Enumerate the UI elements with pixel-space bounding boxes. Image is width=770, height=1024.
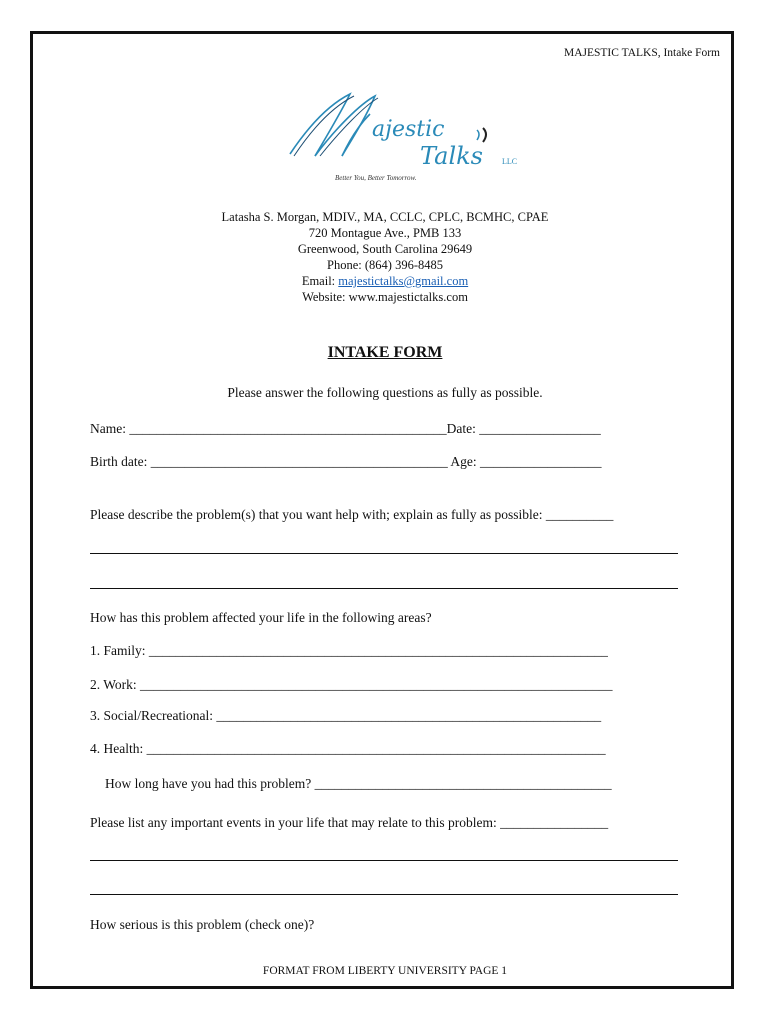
contact-name: Latasha S. Morgan, MDIV., MA, CCLC, CPLC, BCMHC, CPAE <box>221 210 549 224</box>
work-field[interactable]: 2. Work: ______________________________________________________________________ <box>90 677 613 692</box>
problem-description-line-3[interactable] <box>90 588 678 589</box>
contact-email-row <box>0 274 770 289</box>
contact-email-link[interactable]: majestictalks@gmail.com <box>338 274 469 288</box>
contact-email-label: Email: <box>301 274 339 288</box>
important-events-field[interactable]: Please list any important events in your life that may relate to this problem: ________________ <box>90 815 609 830</box>
svg-text:Talks: Talks <box>420 142 483 170</box>
health-field[interactable]: 4. Health: ____________________________________________________________________ <box>90 741 606 756</box>
birthdate-age-field[interactable]: Birth date: ____________________________________________ Age: __________________ <box>90 454 602 469</box>
social-recreational-field[interactable]: 3. Social/Recreational: _________________________________________________________ <box>90 708 602 723</box>
contact-website: Website: www.majestictalks.com <box>302 290 468 304</box>
important-events-line-3[interactable] <box>90 894 678 895</box>
seriousness-question: How serious is this problem (check one)? <box>90 917 315 932</box>
page-footer: FORMAT FROM LIBERTY UNIVERSITY PAGE 1 <box>262 965 508 977</box>
form-title: INTAKE FORM <box>327 344 443 361</box>
important-events-line-2[interactable] <box>90 860 678 861</box>
problem-description-field[interactable]: Please describe the problem(s) that you want help with; explain as fully as possible: __________ <box>90 507 614 522</box>
majestic-talks-logo <box>280 84 530 184</box>
affected-areas-question: How has this problem affected your life in the following areas? <box>90 610 432 625</box>
problem-description-line-2[interactable] <box>90 553 678 554</box>
contact-address-line1: 720 Montague Ave., PMB 133 <box>308 226 462 240</box>
svg-text:LLC: LLC <box>502 157 518 166</box>
family-field[interactable]: 1. Family: ____________________________________________________________________ <box>90 643 608 658</box>
svg-text:Better You, Better Tomorrow.: Better You, Better Tomorrow. <box>335 174 417 182</box>
contact-phone: Phone: (864) 396-8485 <box>327 258 443 272</box>
form-header-label: MAJESTIC TALKS, Intake Form <box>563 47 720 59</box>
name-date-field[interactable]: Name: _______________________________________________Date: __________________ <box>90 421 601 436</box>
form-instructions: Please answer the following questions as fully as possible. <box>227 385 543 400</box>
svg-text:ajestic: ajestic <box>372 117 445 142</box>
how-long-field[interactable]: How long have you had this problem? ____________________________________________ <box>105 776 612 791</box>
contact-address-line2: Greenwood, South Carolina 29649 <box>297 242 473 256</box>
